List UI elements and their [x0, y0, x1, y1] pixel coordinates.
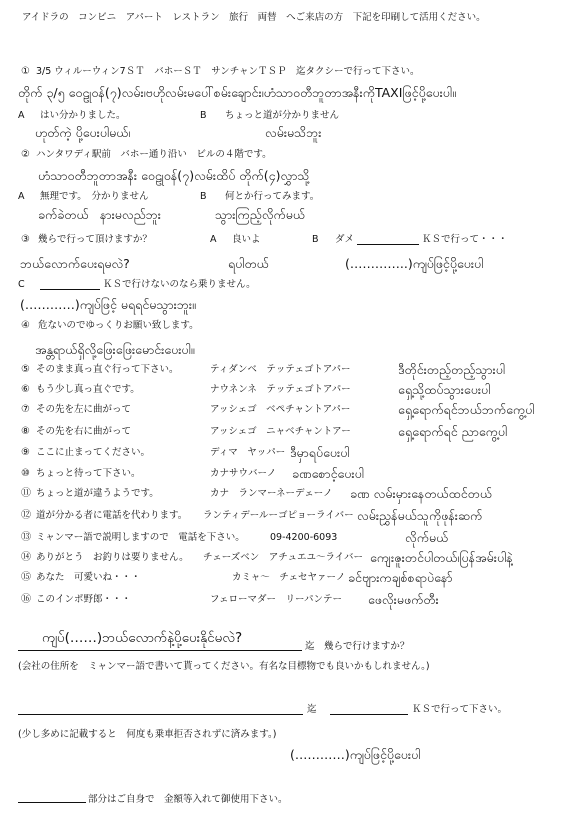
answer-c-japanese: ＫＳで行けないのなら乗りません。	[103, 279, 256, 290]
answer-b-burmese: သွားကြည့်လိုက်မယ်	[215, 207, 306, 222]
phrase-number: ⑦	[21, 404, 30, 415]
phrase-burmese: ရှေ့ရောက်ရင်ဘယ်ဘက်ကွေ့ပါ	[398, 402, 535, 417]
answer-c-label: C	[18, 279, 25, 290]
item-japanese: 3/5 ウィルーウィン7ＳＴ バホーＳＴ サンチャンＴＳＰ 迄タクシーで行って下さい。	[36, 66, 420, 77]
item-number: ③	[21, 234, 30, 245]
item-burmese: ဘယ်လောက်ပေးရမလဲ?	[20, 256, 130, 271]
footer-note: 部分はご自身で 金額等入れて御使用下さい。	[88, 794, 288, 805]
blank-sample-line	[18, 802, 86, 803]
amount-note: (少し多めに記載すると 何度も乗車拒否されずに済みます。)	[18, 729, 277, 740]
phrase-katakana: カナ ランマーネーデェーノ	[210, 488, 333, 499]
phrase-katakana: ティダンベ テッテェゴトアパー	[210, 364, 351, 375]
phrase-katakana: ディマ ヤッパー	[210, 447, 286, 458]
phrase-burmese: ခဏစောင့်ပေးပါ	[292, 466, 364, 481]
phrase-japanese: ありがとう お釣りは要りません。	[36, 552, 189, 563]
phrase-katakana: カナサウバーノ	[210, 468, 277, 479]
phrase-number: ⑧	[21, 426, 30, 437]
fare-question-burmese: ကျပ်(……)ဘယ်လောက်နဲ့ပို့ပေးနိုင်မလဲ?	[42, 630, 243, 646]
intro-text: アイドラの コンビニ アパート レストラン 旅行 両替 へご来店の方 下記を印刷して活用ください。	[22, 12, 486, 23]
fare-question-japanese: 迄 幾らで行けますか？	[305, 641, 410, 652]
phrase-burmese: လမ်းညွှန်မယ်သူကိုဖုန်းဆက်	[357, 508, 483, 523]
answer-b-label: B	[200, 191, 207, 202]
item-number: ②	[21, 149, 30, 160]
phrase-japanese: 道が分かる者に電話を代わります。	[36, 510, 188, 521]
phrase-katakana: カミャ～ チェセヤァーノ	[232, 572, 346, 583]
phrase-japanese: ミャンマー語で説明しますので 電話を下さい。	[36, 532, 245, 543]
item-burmese: အန္တရာယ်ရှိလို့ဖြေးဖြေးမောင်းပေးပါ။	[35, 342, 195, 357]
phrase-japanese: ちょっと待って下さい。	[36, 468, 141, 479]
phrase-number: ⑭	[21, 552, 31, 563]
answer-b-label: B	[312, 234, 319, 245]
phrase-katakana: フェローマダー リーパンテー	[210, 594, 343, 605]
phrase-burmese: ခဏ လမ်းမှားနေတယ်ထင်တယ်	[350, 486, 492, 501]
phrase-katakana: ナウネンネ テッテェゴトアパー	[210, 384, 351, 395]
blank-amount-line	[40, 289, 100, 290]
phrase-number: ⑬	[21, 532, 31, 543]
phrase-number: ⑨	[21, 447, 30, 458]
phrase-japanese: その先を右に曲がって	[36, 426, 132, 437]
blank-amount-line	[330, 714, 408, 715]
phrase-katakana: アッシェゴ ニャベチャントアー	[210, 426, 351, 437]
answer-a-japanese: はい分かりました。	[40, 110, 126, 121]
phrase-number: ⑯	[21, 594, 31, 605]
phrase-number: ⑫	[21, 510, 31, 521]
answer-a-burmese: ဟုတ်ကဲ့ ပို့ပေးပါမယ်၊	[35, 125, 131, 140]
phrase-burmese: ဒီမှာရပ်ပေးပါ	[290, 445, 350, 460]
fill-suffix: ＫＳで行って下さい。	[412, 704, 508, 715]
answer-b-burmese: လမ်းမသိဘူး	[265, 125, 322, 140]
answer-b-japanese: 何とか行ってみます。	[225, 191, 320, 202]
phrase-number: ⑮	[21, 572, 31, 583]
phrase-burmese: ဖေလိုးမဖက်တီး	[368, 592, 439, 607]
blank-amount-line	[357, 244, 419, 245]
phrase-number: ⑪	[21, 488, 31, 499]
answer-a-label: A	[18, 110, 25, 121]
item-japanese: ハンタワディ駅前 バホー通り沿い ビルの４階です。	[36, 149, 272, 160]
phrase-katakana: アッシェゴ ベペチャントアパー	[210, 404, 351, 415]
phrase-japanese: もう少し真っ直ぐです。	[36, 384, 140, 395]
phrase-japanese: その先を左に曲がって	[36, 404, 132, 415]
answer-b-suffix: ＫＳで行って・・・	[422, 234, 508, 245]
phrase-japanese: このインポ野郎・・・	[36, 594, 132, 605]
phrase-katakana: ランティデールーゴピョーライバー	[203, 510, 354, 521]
fill-burmese: (…………)ကျပ်ဖြင့်ပို့ပေးပါ	[290, 747, 421, 762]
answer-b-burmese: (…………..)ကျပ်ဖြင့်ပို့ပေးပါ	[345, 256, 484, 271]
phrase-katakana: チェーズベン アチュエユ～ライバー	[203, 552, 363, 563]
item-burmese: ဟံသာဝတီဘူတာအနီး ဝေဠုဝန်(၇)လမ်းထိပ် တိုက်(၄)လွှာသို့	[38, 168, 310, 183]
phrase-japanese: そのまま真っ直ぐ行って下さい。	[36, 364, 179, 375]
answer-a-label: A	[210, 234, 217, 245]
phrase-burmese: ခင်ဗျားကချစ်စရာပဲနော်	[348, 570, 453, 585]
answer-b-japanese: ちょっと道が分かりません	[225, 110, 340, 121]
item-japanese: 幾らで行って頂けますか？	[38, 234, 152, 245]
phrase-burmese: ကျေးဇူးတင်ပါတယ်၊ပြန်အမ်းပါနဲ့	[370, 550, 513, 565]
phone-number: 09-4200-6093	[270, 532, 338, 543]
phrase-japanese: ちょっと道が違うようです。	[36, 488, 159, 499]
item-japanese: 危ないのでゆっくりお願い致します。	[38, 320, 199, 331]
item-number: ①	[21, 66, 30, 77]
answer-a-label: A	[18, 191, 25, 202]
phrase-japanese: あなた 可愛いね・・・	[36, 572, 141, 583]
address-note: (会社の住所を ミャンマー語で書いて貰ってください。有名な目標物でも良いかもしれません。)	[18, 661, 430, 672]
phrase-number: ⑤	[21, 364, 30, 375]
answer-c-burmese: (…………)ကျပ်ဖြင့် မရရင်မသွားဘူး။	[20, 297, 196, 312]
phrase-japanese: ここに止まってください。	[36, 447, 151, 458]
answer-a-japanese: 無理です。 分かりません	[40, 191, 149, 202]
answer-b-label: B	[200, 110, 207, 121]
phrase-number: ⑥	[21, 384, 30, 395]
phrase-burmese: လိုက်မယ်	[405, 530, 449, 545]
answer-a-burmese-1: ခက်ခဲတယ်	[38, 207, 89, 222]
phrase-burmese: ရှေ့ရောက်ရင် ညာကွေ့ပါ	[398, 424, 508, 439]
until-label: 迄	[307, 704, 317, 715]
answer-b-japanese: ダメ	[335, 234, 355, 245]
blank-destination-line	[18, 650, 302, 651]
item-burmese: တိုက် ၃/၅ ဝေဠုဝန်(၇)လမ်း၊ဗဟိုလမ်းမပေါ်စမ်းချောင်း၊ဟံသာဝတီဘူတာအနီးကိုTAXIဖြင့်ပို့ပေးပါ။	[18, 85, 456, 100]
blank-destination-line	[18, 714, 303, 715]
phrase-burmese: ရှေ့သို့ထပ်သွားပေးပါ	[398, 382, 491, 397]
answer-a-burmese: ရပါတယ်	[228, 256, 269, 271]
answer-a-burmese-2: နားမလည်ဘူး	[100, 207, 161, 222]
phrase-burmese: ဒီတိုင်းတည့်တည့်သွားပါ	[398, 362, 505, 377]
answer-a-japanese: 良いよ	[232, 234, 261, 245]
item-number: ④	[21, 320, 30, 331]
phrase-number: ⑩	[21, 468, 30, 479]
